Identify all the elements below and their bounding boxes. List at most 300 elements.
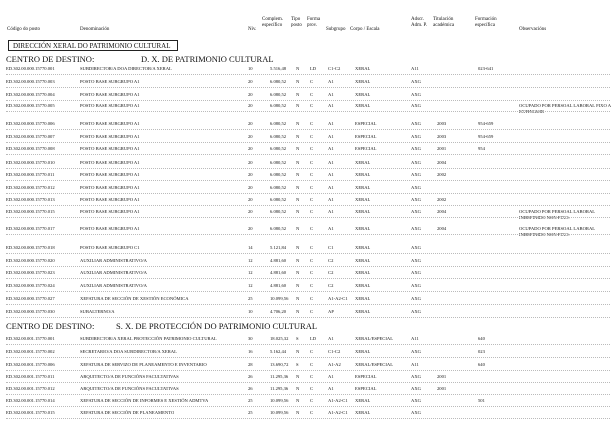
row-divider (6, 394, 610, 395)
col-nivel: 20 (248, 146, 253, 151)
col-code: ED.302.00.000.15770.005 (6, 103, 55, 108)
col-forma: C (310, 160, 314, 165)
header-complemento: Complem. específico (262, 17, 283, 28)
col-code: ED.302.00.000.15770.018 (6, 245, 55, 250)
col-denominacion: POSTO BASE SUBGRUPO A1 (80, 103, 140, 108)
col-nivel: 26 (248, 374, 253, 379)
col-forma: C (310, 270, 314, 275)
col-tipo: N (296, 398, 300, 403)
col-corpo: XERAL (355, 309, 371, 314)
col-code: ED.302.00.000.15770.030 (6, 309, 55, 314)
col-denominacion: XEFATURA DE SERVIZO DE PLANEAMENTO E INVENTARIO (80, 362, 207, 367)
col-titulacion: 2002 (437, 197, 447, 202)
col-formacion: 023 (478, 349, 485, 354)
col-code: ED.302.00.000.15770.024 (6, 283, 55, 288)
col-subgrupo: A1 (328, 160, 334, 165)
header-forma: Forma prov. (307, 17, 321, 28)
col-code: ED.302.00.000.15770.007 (6, 134, 55, 139)
col-corpo: XERAL (355, 209, 371, 214)
col-forma: C (310, 245, 314, 250)
col-corpo: XERAL/ESPECIAL (355, 362, 394, 367)
col-tipo: N (296, 103, 300, 108)
col-nivel: 10 (248, 66, 253, 71)
col-corpo: XERAL (355, 185, 371, 190)
col-formacion: 023-641 (478, 66, 494, 71)
col-forma: C (310, 309, 314, 314)
col-nivel: 25 (248, 398, 253, 403)
col-observaciones: OCUPADO POR PERSOAL LABORAL INDEFINIDO NON FIXO. (519, 226, 595, 237)
col-formacion: 501 (478, 398, 485, 403)
col-corpo: XERAL (355, 66, 371, 71)
col-formacion: 954 (478, 146, 485, 151)
row-divider (6, 418, 610, 419)
header-formacion: Formación específica (475, 17, 497, 28)
col-tipo: N (296, 374, 300, 379)
col-denominacion: POSTO BASE SUBGRUPO A1 (80, 226, 140, 231)
col-denominacion: SUBDIRECTOR/A XERAL PROTECCIÓN PATRIMONIO CULTURAL (80, 336, 217, 341)
col-nivel: 12 (248, 270, 253, 275)
col-denominacion: SECRETARIO/A DOA SUBDIRECTOR/A XERAL (80, 349, 177, 354)
col-nivel: 20 (248, 172, 253, 177)
col-complemento: 13.690,72 (270, 362, 289, 367)
col-corpo: XERAL (355, 103, 371, 108)
col-adscr: A11 (411, 66, 419, 71)
col-code: ED.302.00.001.15770.002 (6, 349, 55, 354)
col-denominacion: POSTO BASE SUBGRUPO A1 (80, 185, 140, 190)
col-denominacion: AUXILIAR ADMINISTRATIVO/A (80, 283, 147, 288)
col-corpo: XERAL (355, 160, 371, 165)
col-tipo: N (296, 258, 300, 263)
col-forma: C (310, 296, 314, 301)
col-subgrupo: A1 (328, 121, 334, 126)
col-corpo: XERAL (355, 410, 371, 415)
row-divider (6, 100, 610, 101)
col-subgrupo: A1 (328, 226, 334, 231)
col-tipo: N (296, 66, 300, 71)
col-adscr: A11 (411, 362, 419, 367)
col-tipo: N (296, 245, 300, 250)
col-nivel: 20 (248, 209, 253, 214)
col-corpo: XERAL (355, 79, 371, 84)
col-nivel: 14 (248, 245, 253, 250)
col-tipo: N (296, 309, 300, 314)
col-formacion: 640 (478, 362, 485, 367)
col-complemento: 4.881,60 (270, 283, 287, 288)
col-subgrupo: A1 (328, 209, 334, 214)
col-complemento: 6.080,52 (270, 146, 287, 151)
col-code: ED.302.00.000.15770.010 (6, 160, 55, 165)
col-denominacion: SUBALTERNO/A (80, 309, 115, 314)
header-observaciones: Observacións (519, 27, 547, 32)
row-divider (6, 74, 610, 75)
col-complemento: 5.162,44 (270, 349, 287, 354)
col-subgrupo: C1 (328, 245, 334, 250)
col-code: ED.302.00.000.15770.008 (6, 146, 55, 151)
col-nivel: 26 (248, 386, 253, 391)
col-subgrupo: C2 (328, 270, 334, 275)
col-corpo: ESPECIAL (355, 374, 377, 379)
col-nivel: 20 (248, 185, 253, 190)
col-code: ED.302.00.000.15770.015 (6, 209, 55, 214)
col-subgrupo: A1-A2-C1 (328, 410, 348, 415)
row-divider (6, 304, 610, 305)
col-subgrupo: C2 (328, 258, 334, 263)
col-denominacion: SUBDIRECTOR/A DOA DIRECTOR/A XERAL (80, 66, 172, 71)
col-code: ED.302.00.000.15770.027 (6, 296, 55, 301)
col-nivel: 30 (248, 336, 253, 341)
col-complemento: 11.295,36 (270, 386, 289, 391)
col-titulacion: 2001 (437, 374, 447, 379)
col-titulacion: 2002 (437, 172, 447, 177)
col-subgrupo: A1 (328, 185, 334, 190)
col-corpo: ESPECIAL (355, 146, 377, 151)
col-forma: C (310, 172, 314, 177)
col-subgrupo: C1-C2 (328, 349, 341, 354)
col-subgrupo: A1 (328, 386, 334, 391)
col-code: ED.302.00.000.15770.003 (6, 79, 55, 84)
col-corpo: ESPECIAL (355, 386, 377, 391)
col-corpo: XERAL (355, 398, 371, 403)
col-forma: C (310, 209, 314, 214)
col-code: ED.302.00.001.15770.001 (6, 336, 55, 341)
col-observaciones: OCUPADO POR PERSOAL LABORAL FIXO A EXTINGUIR (519, 103, 611, 114)
col-tipo: N (296, 79, 300, 84)
col-nivel: 20 (248, 197, 253, 202)
col-complemento: 6.080,52 (270, 103, 287, 108)
col-code: ED.302.00.000.15770.001 (6, 66, 55, 71)
col-tipo: N (296, 172, 300, 177)
col-complemento: 10.099,56 (270, 410, 289, 415)
col-forma: C (310, 134, 314, 139)
col-adscr: AXG (411, 410, 421, 415)
col-denominacion: POSTO BASE SUBGRUPO A1 (80, 197, 140, 202)
col-subgrupo: AP (328, 309, 334, 314)
col-nivel: 12 (248, 283, 253, 288)
col-denominacion: POSTO BASE SUBGRUPO A1 (80, 209, 140, 214)
col-corpo: XERAL (355, 349, 371, 354)
row-divider (6, 382, 610, 383)
col-adscr: AXG (411, 197, 421, 202)
col-forma: C (310, 121, 314, 126)
col-code: ED.302.00.000.15770.004 (6, 92, 55, 97)
col-corpo: XERAL (355, 270, 371, 275)
col-adscr: AXG (411, 398, 421, 403)
col-denominacion: POSTO BASE SUBGRUPO A1 (80, 92, 140, 97)
col-nivel: 20 (248, 134, 253, 139)
row-divider (6, 344, 610, 345)
row-divider (6, 111, 610, 112)
col-adscr: AXG (411, 258, 421, 263)
col-corpo: ESPECIAL (355, 121, 377, 126)
col-adscr: AXG (411, 79, 421, 84)
row-divider (6, 142, 610, 143)
col-complemento: 11.295,36 (270, 374, 289, 379)
col-complemento: 5.121,84 (270, 245, 287, 250)
col-denominacion: POSTO BASE SUBGRUPO C1 (80, 245, 140, 250)
col-subgrupo: A1 (328, 134, 334, 139)
section-name: D. X. DE PATRIMONIO CULTURAL (141, 54, 274, 64)
col-forma: C (310, 258, 314, 263)
col-forma: C (310, 146, 314, 151)
col-code: ED.302.00.000.15770.006 (6, 121, 55, 126)
col-nivel: 25 (248, 410, 253, 415)
col-subgrupo: A1 (328, 374, 334, 379)
col-observaciones: OCUPADO POR PERSOAL LABORAL INDEFINIDO NON FIXO. (519, 209, 595, 220)
header-codigo: Código do posto (7, 27, 41, 32)
row-divider (6, 253, 610, 254)
col-denominacion: POSTO BASE SUBGRUPO A1 (80, 172, 140, 177)
col-forma: C (310, 79, 314, 84)
col-nivel: 20 (248, 103, 253, 108)
row-divider (6, 193, 610, 194)
col-tipo: N (296, 270, 300, 275)
col-forma: C (310, 226, 314, 231)
col-corpo: XERAL (355, 172, 371, 177)
col-adscr: AXG (411, 283, 421, 288)
col-complemento: 6.080,52 (270, 197, 287, 202)
col-nivel: 28 (248, 362, 253, 367)
col-tipo: N (296, 283, 300, 288)
col-tipo: N (296, 197, 300, 202)
col-titulacion: 2003 (437, 121, 447, 126)
col-subgrupo: A1-A2-C1 (328, 296, 348, 301)
col-tipo: S (296, 362, 299, 367)
col-tipo: N (296, 410, 300, 415)
col-nivel: 25 (248, 296, 253, 301)
col-forma: C (310, 92, 314, 97)
col-tipo: N (296, 226, 300, 231)
col-nivel: 12 (248, 258, 253, 263)
col-nivel: 20 (248, 121, 253, 126)
col-complemento: 6.080,52 (270, 79, 287, 84)
row-divider (6, 278, 610, 279)
col-tipo: N (296, 349, 300, 354)
row-divider (6, 180, 610, 181)
col-forma: C (310, 103, 314, 108)
row-divider (6, 234, 610, 235)
col-tipo: N (296, 209, 300, 214)
col-corpo: XERAL (355, 245, 371, 250)
row-divider (6, 406, 610, 407)
col-code: ED.302.00.000.15770.011 (6, 172, 55, 177)
col-complemento: 4.706,20 (270, 309, 287, 314)
col-nivel: 20 (248, 92, 253, 97)
col-code: ED.302.00.001.15770.012 (6, 386, 55, 391)
col-forma: C (310, 410, 314, 415)
col-complemento: 6.080,52 (270, 92, 287, 97)
col-titulacion: 2004 (437, 209, 447, 214)
col-formacion: 640 (478, 336, 485, 341)
col-adscr: AXG (411, 185, 421, 190)
section-label: CENTRO DE DESTINO: (6, 321, 95, 331)
col-tipo: S (296, 336, 299, 341)
col-titulacion: 2004 (437, 226, 447, 231)
col-adscr: AXG (411, 160, 421, 165)
col-code: ED.302.00.001.15770.006 (6, 362, 55, 367)
col-code: ED.302.00.001.15770.014 (6, 398, 55, 403)
col-tipo: N (296, 146, 300, 151)
col-complemento: 6.080,52 (270, 121, 287, 126)
col-subgrupo: C1-C2 (328, 66, 341, 71)
col-subgrupo: C2 (328, 283, 334, 288)
col-adscr: AXG (411, 245, 421, 250)
col-forma: C (310, 349, 314, 354)
col-denominacion: POSTO BASE SUBGRUPO A1 (80, 134, 140, 139)
col-denominacion: XEFATURA DE SECCIÓN DE XESTIÓN ECONÓMICA (80, 296, 189, 301)
header-tipo: Tipo posto (291, 17, 302, 28)
row-divider (6, 217, 610, 218)
col-formacion: 954-659 (478, 121, 494, 126)
col-subgrupo: A1-A2 (328, 362, 341, 367)
col-subgrupo: A1-A2-C1 (328, 398, 348, 403)
col-tipo: N (296, 134, 300, 139)
col-denominacion: POSTO BASE SUBGRUPO A1 (80, 79, 140, 84)
col-complemento: 4.881,60 (270, 270, 287, 275)
row-divider (6, 87, 610, 88)
row-divider (6, 205, 610, 206)
col-code: ED.302.00.000.15770.020 (6, 258, 55, 263)
row-divider (6, 370, 610, 371)
col-corpo: XERAL (355, 226, 371, 231)
col-adscr: A11 (411, 336, 419, 341)
col-nivel: 16 (248, 349, 253, 354)
col-subgrupo: A1 (328, 336, 334, 341)
row-divider (6, 129, 610, 130)
col-forma: C (310, 283, 314, 288)
col-complemento: 6.080,52 (270, 134, 287, 139)
col-adscr: AXG (411, 374, 421, 379)
col-forma: C (310, 185, 314, 190)
header-titulacion: Titulación académica (433, 17, 455, 28)
col-titulacion: 2004 (437, 160, 447, 165)
col-complemento: 6.080,52 (270, 160, 287, 165)
col-titulacion: 2003 (437, 134, 447, 139)
col-adscr: AXG (411, 296, 421, 301)
col-complemento: 6.080,52 (270, 209, 287, 214)
col-code: ED.302.00.001.15770.015 (6, 410, 55, 415)
col-denominacion: POSTO BASE SUBGRUPO A1 (80, 121, 140, 126)
col-corpo: XERAL (355, 296, 371, 301)
col-complemento: 5.516,48 (270, 66, 287, 71)
col-complemento: 6.080,52 (270, 185, 287, 190)
col-complemento: 18.025,32 (270, 336, 289, 341)
col-tipo: N (296, 92, 300, 97)
row-divider (6, 168, 610, 169)
col-corpo: ESPECIAL (355, 134, 377, 139)
col-code: ED.302.00.000.15770.013 (6, 197, 55, 202)
col-subgrupo: A1 (328, 172, 334, 177)
col-adscr: AXG (411, 349, 421, 354)
col-corpo: XERAL (355, 92, 371, 97)
section-header (6, 321, 346, 332)
col-denominacion: XEFATURA DE SECCIÓN DE INFORMES E XESTIÓN ADMTVA (80, 398, 209, 403)
col-complemento: 6.080,52 (270, 226, 287, 231)
col-denominacion: ARQUITECTO/A DE FUNCIÓNS FACULTATIVAS (80, 374, 179, 379)
col-adscr: AXG (411, 92, 421, 97)
col-complemento: 4.881,60 (270, 258, 287, 263)
col-tipo: N (296, 386, 300, 391)
row-divider (6, 317, 610, 318)
col-adscr: AXG (411, 103, 421, 108)
col-subgrupo: A1 (328, 79, 334, 84)
col-adscr: AXG (411, 309, 421, 314)
col-code: ED.302.00.000.15770.017 (6, 226, 55, 231)
col-adscr: AXG (411, 226, 421, 231)
col-nivel: 20 (248, 160, 253, 165)
col-forma: C (310, 398, 314, 403)
col-adscr: AXG (411, 270, 421, 275)
col-denominacion: POSTO BASE SUBGRUPO A1 (80, 146, 140, 151)
col-subgrupo: A1 (328, 197, 334, 202)
col-nivel: 10 (248, 309, 253, 314)
col-denominacion: POSTO BASE SUBGRUPO A1 (80, 160, 140, 165)
header-nivel: Niv. (248, 27, 257, 32)
col-tipo: N (296, 185, 300, 190)
col-corpo: XERAL/ESPECIAL (355, 336, 394, 341)
col-forma: LD (310, 336, 317, 341)
col-denominacion: AUXILIAR ADMINISTRATIVO/A (80, 258, 147, 263)
col-complemento: 10.099,56 (270, 398, 289, 403)
col-adscr: AXG (411, 209, 421, 214)
row-divider (6, 154, 610, 155)
col-adscr: AXG (411, 146, 421, 151)
col-titulacion: 2001 (437, 146, 447, 151)
direction-title: DIRECCIÓN XERAL DO PATRIMONIO CULTURAL (8, 40, 178, 51)
col-nivel: 20 (248, 79, 253, 84)
section-name: S. X. DE PROTECCIÓN DO PATRIMONIO CULTURAL (116, 321, 318, 331)
col-denominacion: ARQUITECTO/A DE FUNCIÓNS FACULTATIVAS (80, 386, 179, 391)
col-denominacion: XEFATURA DE SECCIÓN DE PLANEAMENTO (80, 410, 175, 415)
col-forma: LD (310, 66, 317, 71)
col-formacion: 954-659 (478, 134, 494, 139)
section-header (6, 54, 306, 65)
col-complemento: 6.080,52 (270, 172, 287, 177)
col-subgrupo: A1 (328, 103, 334, 108)
col-forma: C (310, 197, 314, 202)
col-corpo: XERAL (355, 258, 371, 263)
col-code: ED.302.00.001.15770.011 (6, 374, 55, 379)
col-adscr: AXG (411, 121, 421, 126)
row-divider (6, 357, 610, 358)
col-forma: C (310, 386, 314, 391)
col-adscr: AXG (411, 172, 421, 177)
row-divider (6, 266, 610, 267)
col-denominacion: AUXILIAR ADMINISTRATIVO/A (80, 270, 147, 275)
header-denominacion: Denominación (80, 27, 110, 32)
col-tipo: N (296, 296, 300, 301)
col-forma: C (310, 374, 314, 379)
col-complemento: 10.099,56 (270, 296, 289, 301)
col-adscr: AXG (411, 134, 421, 139)
row-divider (6, 291, 610, 292)
col-corpo: XERAL (355, 283, 371, 288)
col-subgrupo: A1 (328, 92, 334, 97)
col-adscr: AXG (411, 386, 421, 391)
header-corpo: Corpo / Escala (350, 27, 380, 32)
section-label: CENTRO DE DESTINO: (6, 54, 95, 64)
header-adscr: Adscr. Adm. P. (411, 17, 427, 28)
col-tipo: N (296, 121, 300, 126)
col-nivel: 20 (248, 226, 253, 231)
col-titulacion: 2001 (437, 386, 447, 391)
col-code: ED.302.00.000.15770.012 (6, 185, 55, 190)
col-tipo: N (296, 160, 300, 165)
col-corpo: XERAL (355, 197, 371, 202)
header-subgrupo: Subgrupo (326, 27, 346, 32)
col-code: ED.302.00.000.15770.023 (6, 270, 55, 275)
col-subgrupo: A1 (328, 146, 334, 151)
col-forma: C (310, 362, 314, 367)
